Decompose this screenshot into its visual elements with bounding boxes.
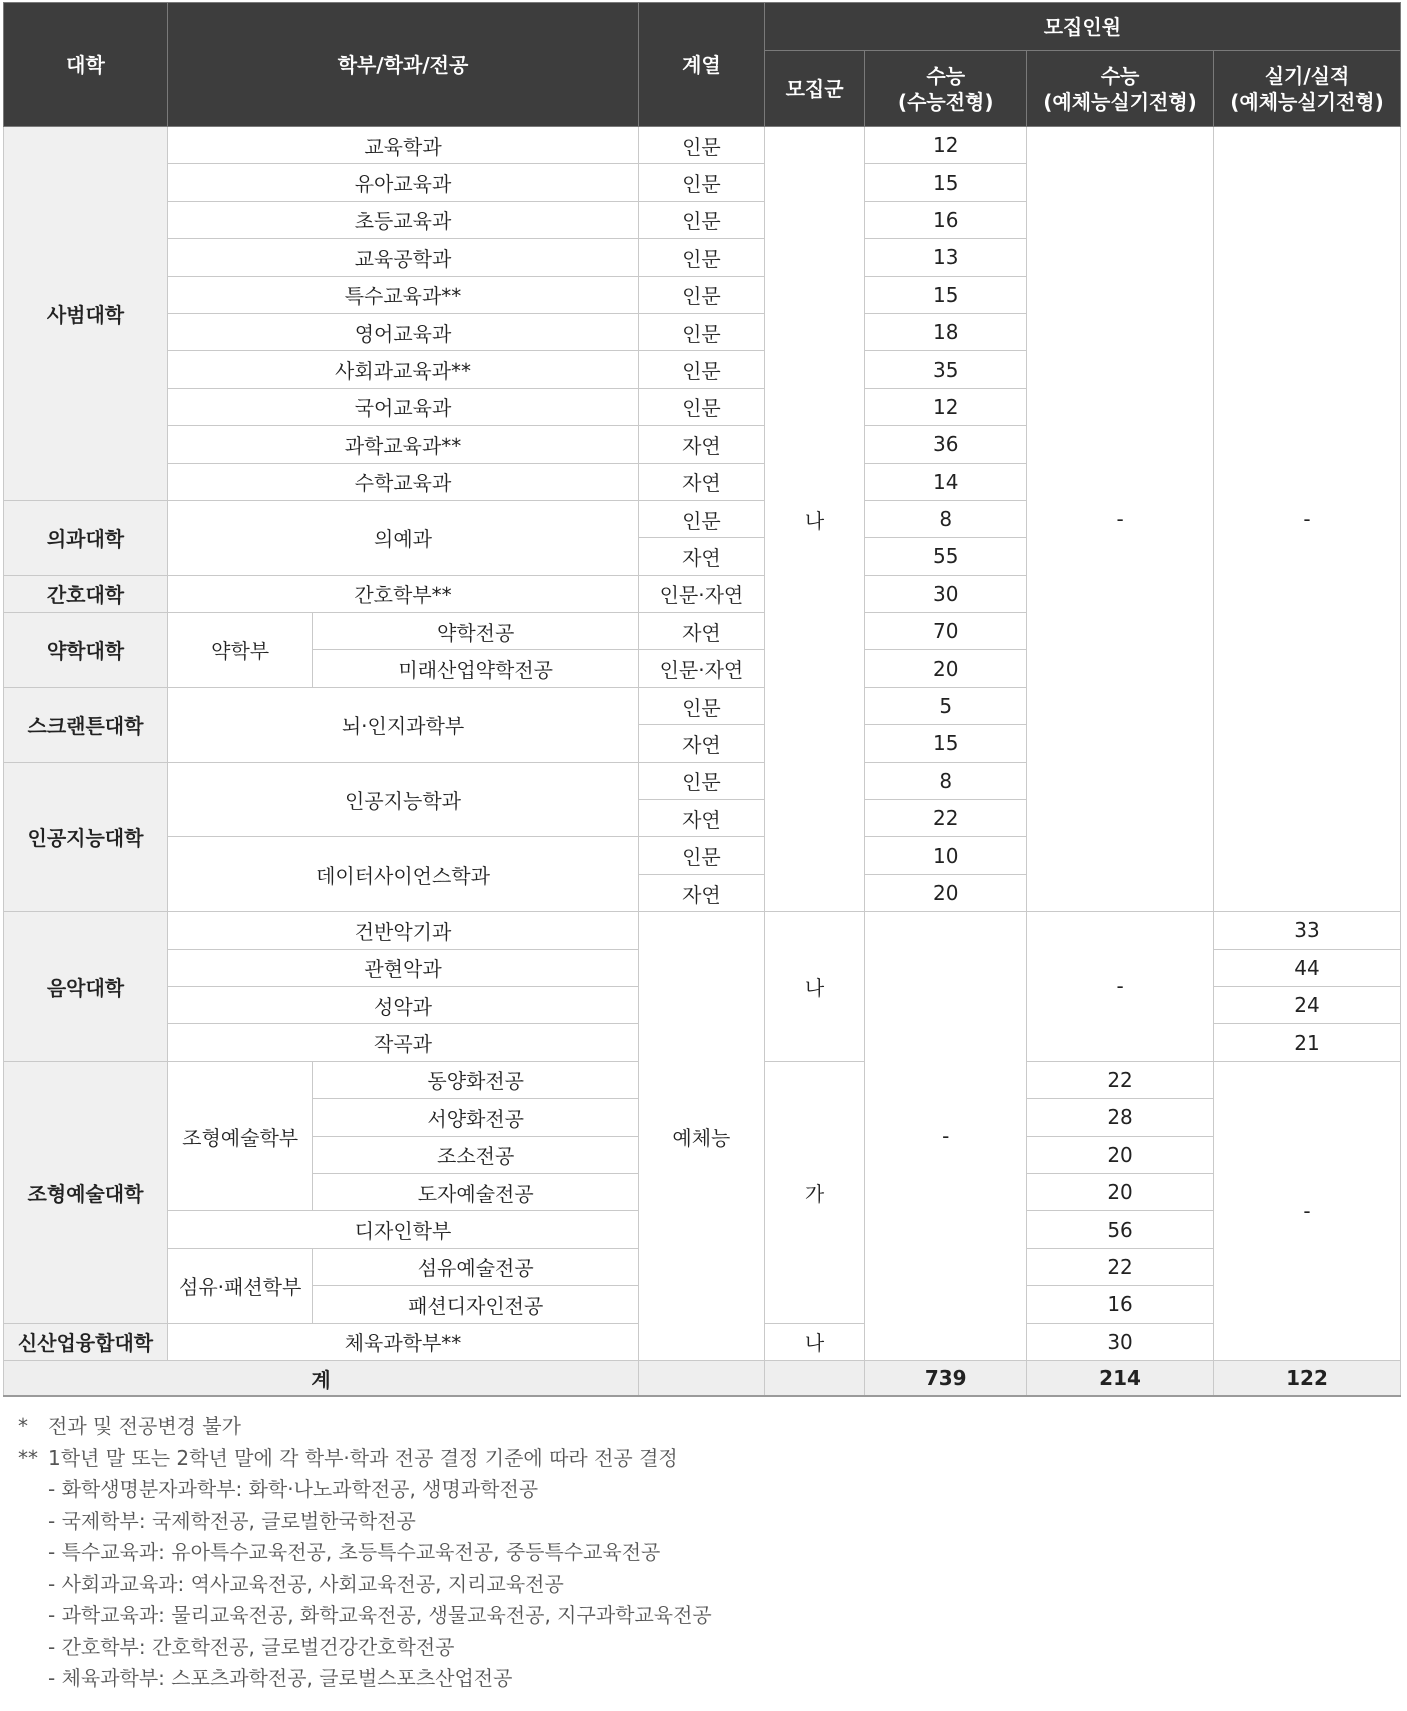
track-cell: 인문 (639, 837, 765, 874)
footnote-text: 1학년 말 또는 2학년 말에 각 학부·학과 전공 결정 기준에 따라 전공 결정 (48, 1445, 678, 1470)
practical-cell: 33 (1214, 912, 1401, 949)
major-cell: 미래산업약학전공 (313, 650, 639, 687)
footnote-subitem: - 과학교육과: 물리교육전공, 화학교육전공, 생물교육전공, 지구과학교육전공 (48, 1603, 712, 1627)
track-cell: 자연 (639, 725, 765, 762)
dept-cell: 성악과 (167, 986, 638, 1023)
csat-cell: 20 (865, 874, 1027, 911)
csat-cell: 10 (865, 837, 1027, 874)
footnote (18, 1411, 1388, 1443)
csat-cell: 15 (865, 276, 1027, 313)
track-cell: 자연 (639, 874, 765, 911)
total-label: 계 (4, 1360, 639, 1396)
dept-cell: 데이터사이언스학과 (167, 837, 638, 912)
csat-cell: 70 (865, 613, 1027, 650)
track-cell: 인문 (639, 500, 765, 537)
dept-cell: 디자인학부 (167, 1211, 638, 1248)
csat-arts-cell: 20 (1027, 1136, 1214, 1173)
dept-cell: 관현악과 (167, 949, 638, 986)
practical-cell: 21 (1214, 1024, 1401, 1061)
admission-table (3, 2, 1401, 1397)
dept-cell: 영어교육과 (167, 313, 638, 350)
total-practical: 122 (1214, 1360, 1401, 1396)
table-row (4, 127, 1401, 164)
track-cell: 인문 (639, 388, 765, 425)
footnote-subitem: - 사회과교육과: 역사교육전공, 사회교육전공, 지리교육전공 (48, 1571, 564, 1596)
practical-cell: - (1214, 127, 1401, 912)
dept-cell: 과학교육과** (167, 426, 638, 463)
total-csat: 739 (865, 1360, 1027, 1396)
dept-cell: 유아교육과 (167, 164, 638, 201)
csat-cell: 18 (865, 313, 1027, 350)
dept-cell: 교육학과 (167, 127, 638, 164)
track-cell: 인문 (639, 687, 765, 724)
csat-arts-cell: 28 (1027, 1099, 1214, 1136)
header-csat-arts: 수능 (예체능실기전형) (1027, 51, 1214, 127)
group-cell: 나 (764, 912, 865, 1062)
track-cell: 자연 (639, 463, 765, 500)
major-cell: 섬유예술전공 (313, 1248, 639, 1285)
csat-arts-cell: - (1027, 127, 1214, 912)
track-cell: 인문·자연 (639, 650, 765, 687)
college-cell: 약학대학 (4, 613, 168, 688)
practical-cell: 24 (1214, 986, 1401, 1023)
practical-cell: - (1214, 1061, 1401, 1360)
csat-cell: 36 (865, 426, 1027, 463)
track-cell: 예체능 (639, 912, 765, 1361)
csat-cell: 20 (865, 650, 1027, 687)
table-row (4, 912, 1401, 949)
csat-arts-cell: 56 (1027, 1211, 1214, 1248)
header-group: 모집군 (764, 51, 865, 127)
dept-cell: 교육공학과 (167, 239, 638, 276)
csat-arts-cell: - (1027, 912, 1214, 1062)
dept-cell: 의예과 (167, 500, 638, 575)
footnote-subitem: - 체육과학부: 스포츠과학전공, 글로벌스포츠산업전공 (48, 1666, 513, 1690)
csat-cell: 15 (865, 164, 1027, 201)
dept-cell: 국어교육과 (167, 388, 638, 425)
college-cell: 음악대학 (4, 912, 168, 1062)
track-cell: 인문 (639, 313, 765, 350)
group-cell: 나 (764, 127, 865, 912)
college-cell: 스크랜튼대학 (4, 687, 168, 762)
csat-cell: 22 (865, 800, 1027, 837)
header-department: 학부/학과/전공 (167, 3, 638, 127)
college-cell: 간호대학 (4, 575, 168, 612)
major-cell: 동양화전공 (313, 1061, 639, 1098)
footnotes (18, 1411, 1388, 1695)
header-csat-regular: 수능 (수능전형) (865, 51, 1027, 127)
csat-cell: 8 (865, 500, 1027, 537)
csat-cell: 13 (865, 239, 1027, 276)
csat-arts-cell: 30 (1027, 1323, 1214, 1360)
csat-cell: 16 (865, 201, 1027, 238)
dept-cell: 특수교육과** (167, 276, 638, 313)
footnote-mark: * (18, 1414, 28, 1438)
csat-cell: 12 (865, 127, 1027, 164)
college-cell: 조형예술대학 (4, 1061, 168, 1323)
footnote-subitem: - 간호학부: 간호학전공, 글로벌건강간호학전공 (48, 1634, 455, 1659)
header-practical: 실기/실적 (예체능실기전형) (1214, 51, 1401, 127)
footnote (18, 1443, 1388, 1475)
dept-cell: 건반악기과 (167, 912, 638, 949)
track-cell: 인문·자연 (639, 575, 765, 612)
track-cell: 인문 (639, 164, 765, 201)
csat-cell: 5 (865, 687, 1027, 724)
csat-cell: 14 (865, 463, 1027, 500)
total-track-cell (639, 1360, 765, 1396)
college-cell: 신산업융합대학 (4, 1323, 168, 1360)
track-cell: 인문 (639, 239, 765, 276)
major-cell: 서양화전공 (313, 1099, 639, 1136)
footnote-subitem: - 국제학부: 국제학전공, 글로벌한국학전공 (48, 1508, 416, 1533)
dept-cell: 수학교육과 (167, 463, 638, 500)
division-cell: 약학부 (167, 613, 312, 688)
csat-arts-cell: 22 (1027, 1061, 1214, 1098)
footnote-text: 전과 및 전공변경 불가 (48, 1414, 241, 1438)
total-group-cell (764, 1360, 865, 1396)
footnote-mark: ** (18, 1445, 38, 1470)
csat-cell: 15 (865, 725, 1027, 762)
track-cell: 자연 (639, 538, 765, 575)
dept-cell: 초등교육과 (167, 201, 638, 238)
csat-cell: 55 (865, 538, 1027, 575)
csat-arts-cell: 20 (1027, 1173, 1214, 1210)
major-cell: 조소전공 (313, 1136, 639, 1173)
csat-cell: - (865, 912, 1027, 1361)
dept-cell: 인공지능학과 (167, 762, 638, 837)
track-cell: 자연 (639, 613, 765, 650)
track-cell: 인문 (639, 351, 765, 388)
total-csat-arts: 214 (1027, 1360, 1214, 1396)
csat-cell: 8 (865, 762, 1027, 799)
major-cell: 약학전공 (313, 613, 639, 650)
track-cell: 인문 (639, 762, 765, 799)
header-track: 계열 (639, 3, 765, 127)
college-cell: 사범대학 (4, 127, 168, 501)
csat-cell: 30 (865, 575, 1027, 612)
dept-cell: 작곡과 (167, 1024, 638, 1061)
csat-cell: 35 (865, 351, 1027, 388)
footnote-subitem: - 화학생명분자과학부: 화학·나노과학전공, 생명과학전공 (48, 1477, 539, 1501)
college-cell: 인공지능대학 (4, 762, 168, 912)
csat-arts-cell: 16 (1027, 1286, 1214, 1323)
track-cell: 인문 (639, 201, 765, 238)
dept-cell: 사회과교육과** (167, 351, 638, 388)
header-recruitment: 모집인원 (764, 3, 1400, 51)
dept-cell: 체육과학부** (167, 1323, 638, 1360)
footnote-subitem: - 특수교육과: 유아특수교육전공, 초등특수교육전공, 중등특수교육전공 (48, 1540, 661, 1564)
csat-cell: 12 (865, 388, 1027, 425)
major-cell: 패션디자인전공 (313, 1286, 639, 1323)
track-cell: 인문 (639, 276, 765, 313)
track-cell: 인문 (639, 127, 765, 164)
major-cell: 도자예술전공 (313, 1173, 639, 1210)
total-row (4, 1360, 1401, 1396)
group-cell: 나 (764, 1323, 865, 1360)
track-cell: 자연 (639, 426, 765, 463)
group-cell: 가 (764, 1061, 865, 1323)
dept-cell: 간호학부** (167, 575, 638, 612)
track-cell: 자연 (639, 800, 765, 837)
dept-cell: 뇌·인지과학부 (167, 687, 638, 762)
csat-arts-cell: 22 (1027, 1248, 1214, 1285)
division-cell: 섬유·패션학부 (167, 1248, 312, 1323)
division-cell: 조형예술학부 (167, 1061, 312, 1211)
header-college: 대학 (4, 3, 168, 127)
practical-cell: 44 (1214, 949, 1401, 986)
college-cell: 의과대학 (4, 500, 168, 575)
